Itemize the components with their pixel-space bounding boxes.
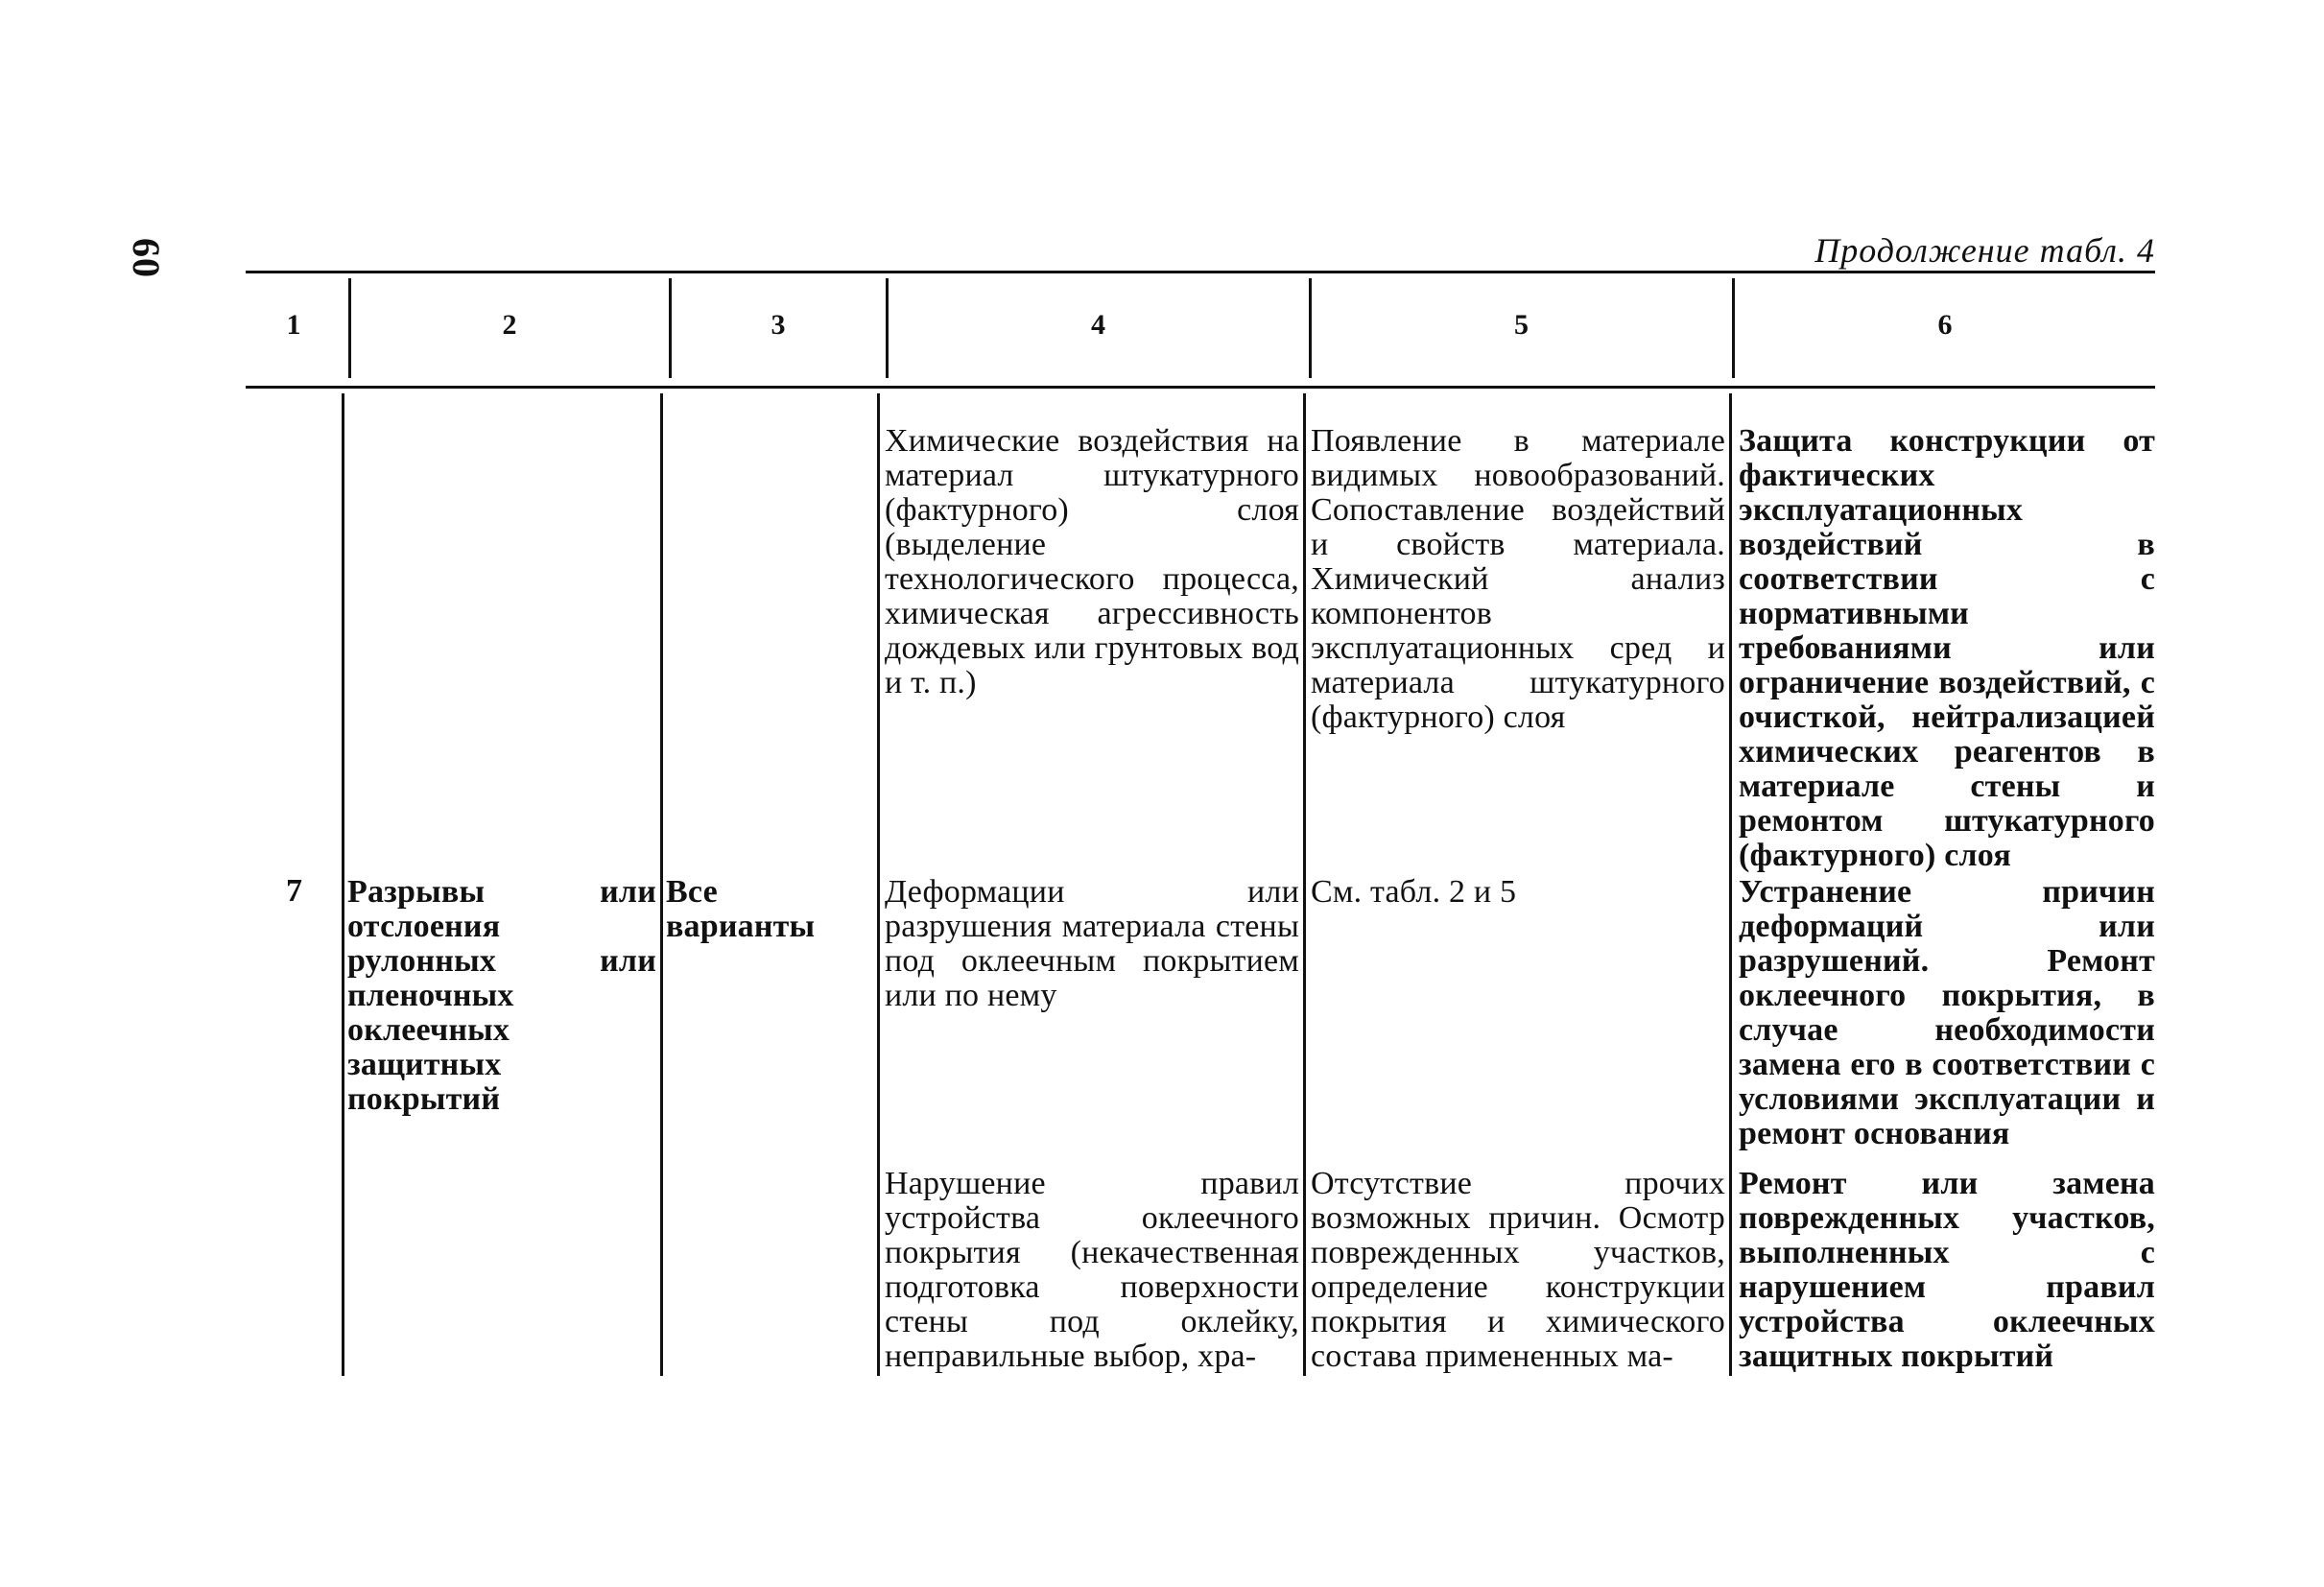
remedy-repair-replace: Ремонт или замена поврежденных участков, выполненных с нарушением правил устройства оклеечных защитных покрытий <box>1739 1166 2155 1374</box>
table-continuation-caption: Продолжение табл. 4 <box>1814 231 2155 270</box>
diagnosis-chemical-analysis: Появление в материале видимых новообразований. Сопоставление воздействий и свойств материала. Химический анализ компонентов эксплуатационных сред и материала штукатурного (фактурного) слоя <box>1311 423 1725 735</box>
body-separator-1 <box>342 393 344 1376</box>
applicability-variants: Все варианты <box>666 874 816 944</box>
body-separator-2 <box>660 393 663 1376</box>
cause-installation-violation: Нарушение правил устройства оклеечного покрытия (некачественная подготовка поверхности стены под оклейку, неправильные выбор, хра- <box>885 1166 1299 1374</box>
table-top-rule <box>246 271 2155 273</box>
row-number-7: 7 <box>286 873 302 909</box>
column-header-2: 2 <box>502 309 517 341</box>
remedy-eliminate-causes: Устранение причин деформаций или разрушений. Ремонт оклеечного покрытия, в случае необходимости замена его в соответствии с условиями эксплуатации и ремонт основания <box>1739 874 2155 1151</box>
body-separator-5 <box>1729 393 1732 1376</box>
column-header-4: 4 <box>1091 309 1105 341</box>
page-number: 60 <box>125 238 168 278</box>
cause-chemical-impact: Химические воздействия на материал штукатурного (фактурного) слоя (выделение технологического процесса, химическая агрессивность дождевых или грунтовых вод и т. п.) <box>885 423 1299 700</box>
body-separator-4 <box>1303 393 1306 1376</box>
column-header-5: 5 <box>1514 309 1529 341</box>
column-header-1: 1 <box>286 309 301 341</box>
cause-deformation: Деформации или разрушения материала стены под оклеечным покрытием или по нему <box>885 874 1299 1013</box>
column-header-3: 3 <box>771 309 786 341</box>
body-separator-3 <box>877 393 880 1376</box>
diagnosis-see-tables: См. табл. 2 и 5 <box>1311 874 1517 910</box>
header-bottom-rule <box>246 386 2155 389</box>
defect-description: Разрывы или отслоения рулонных или пленочных оклеечных защитных покрытий <box>347 874 656 1117</box>
diagnosis-inspection: Отсутствие прочих возможных причин. Осмотр поврежденных участков, определение конструкции покрытия и химического состава примененных ма- <box>1311 1166 1725 1374</box>
remedy-chemical-protection: Защита конструкции от фактических эксплуатационных воздействий в соответствии с нормативными требованиями или ограничение воздействий, с очисткой, нейтрализацией химических реагентов в материале стены и ремонтом штукатурного (фактурного) слоя <box>1739 423 2155 873</box>
column-header-6: 6 <box>1937 309 1953 341</box>
